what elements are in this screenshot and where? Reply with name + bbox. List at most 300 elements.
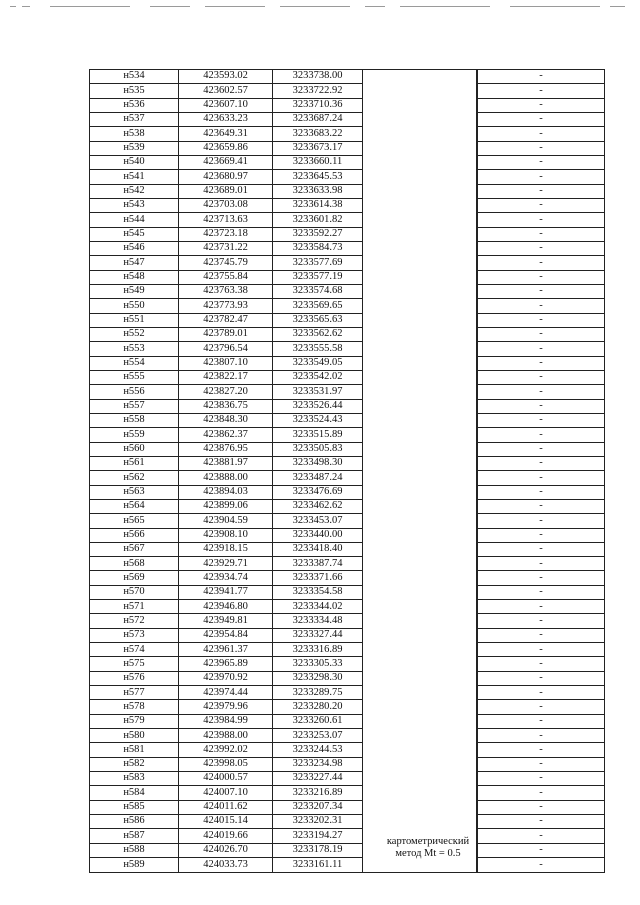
- method-cell: [363, 413, 477, 427]
- table-row: [90, 858, 605, 873]
- table-row: [90, 600, 605, 614]
- method-note-line2: метод Mt = 0.5: [395, 848, 461, 860]
- accuracy-cell: -: [478, 184, 605, 198]
- point-id-cell: н538: [90, 127, 179, 141]
- y-coordinate-cell: 3233601.82: [273, 213, 363, 227]
- y-coordinate-cell: 3233316.89: [273, 643, 363, 657]
- x-coordinate-cell: 423888.00: [179, 471, 273, 485]
- table-row: [90, 370, 605, 384]
- table-row: [90, 485, 605, 499]
- y-coordinate-cell: 3233633.98: [273, 184, 363, 198]
- accuracy-cell: -: [478, 729, 605, 743]
- y-coordinate-cell: 3233577.69: [273, 256, 363, 270]
- table-row: [90, 284, 605, 298]
- x-coordinate-cell: 423949.81: [179, 614, 273, 628]
- x-coordinate-cell: 423755.84: [179, 270, 273, 284]
- y-coordinate-cell: 3233562.62: [273, 327, 363, 341]
- accuracy-cell: -: [478, 127, 605, 141]
- y-coordinate-cell: 3233161.11: [273, 858, 363, 873]
- method-cell: [363, 270, 477, 284]
- method-cell: [363, 815, 477, 829]
- point-id-cell: н558: [90, 413, 179, 427]
- table-row: [90, 657, 605, 671]
- method-cell: [363, 600, 477, 614]
- y-coordinate-cell: 3233574.68: [273, 284, 363, 298]
- x-coordinate-cell: 423659.86: [179, 141, 273, 155]
- accuracy-cell: -: [478, 757, 605, 771]
- method-note: [371, 836, 485, 860]
- method-cell: [363, 184, 477, 198]
- point-id-cell: н560: [90, 442, 179, 456]
- method-cell: [363, 786, 477, 800]
- point-id-cell: н552: [90, 327, 179, 341]
- method-cell: [363, 528, 477, 542]
- point-id-cell: н540: [90, 155, 179, 169]
- y-coordinate-cell: 3233344.02: [273, 600, 363, 614]
- x-coordinate-cell: 423988.00: [179, 729, 273, 743]
- table-row: [90, 471, 605, 485]
- y-coordinate-cell: 3233531.97: [273, 385, 363, 399]
- method-cell: [363, 256, 477, 270]
- x-coordinate-cell: 423807.10: [179, 356, 273, 370]
- table-row: [90, 299, 605, 313]
- method-cell: [363, 227, 477, 241]
- table-row: [90, 686, 605, 700]
- table-row: [90, 671, 605, 685]
- accuracy-cell: -: [478, 829, 605, 843]
- point-id-cell: н584: [90, 786, 179, 800]
- table-row: [90, 571, 605, 585]
- table-row: [90, 356, 605, 370]
- table-row: [90, 327, 605, 341]
- y-coordinate-cell: 3233687.24: [273, 112, 363, 126]
- point-id-cell: н572: [90, 614, 179, 628]
- table-row: [90, 385, 605, 399]
- table-row: [90, 514, 605, 528]
- x-coordinate-cell: 423984.99: [179, 714, 273, 728]
- table-row: [90, 614, 605, 628]
- y-coordinate-cell: 3233327.44: [273, 628, 363, 642]
- table-row: [90, 127, 605, 141]
- accuracy-cell: -: [478, 485, 605, 499]
- table-row: [90, 198, 605, 212]
- accuracy-cell: -: [478, 557, 605, 571]
- accuracy-cell: -: [478, 170, 605, 184]
- method-cell: [363, 743, 477, 757]
- accuracy-cell: -: [478, 270, 605, 284]
- y-coordinate-cell: 3233298.30: [273, 671, 363, 685]
- x-coordinate-cell: 423998.05: [179, 757, 273, 771]
- x-coordinate-cell: 423773.93: [179, 299, 273, 313]
- method-cell: [363, 700, 477, 714]
- y-coordinate-cell: 3233440.00: [273, 528, 363, 542]
- table-row: [90, 170, 605, 184]
- x-coordinate-cell: 424033.73: [179, 858, 273, 873]
- x-coordinate-cell: 423934.74: [179, 571, 273, 585]
- method-cell: [363, 155, 477, 169]
- method-cell: [363, 729, 477, 743]
- point-id-cell: н539: [90, 141, 179, 155]
- accuracy-cell: -: [478, 141, 605, 155]
- accuracy-cell: -: [478, 256, 605, 270]
- point-id-cell: н581: [90, 743, 179, 757]
- accuracy-cell: -: [478, 313, 605, 327]
- point-id-cell: н575: [90, 657, 179, 671]
- table-row: [90, 313, 605, 327]
- point-id-cell: н566: [90, 528, 179, 542]
- table-row: [90, 112, 605, 126]
- table-row: [90, 843, 605, 857]
- point-id-cell: н570: [90, 585, 179, 599]
- y-coordinate-cell: 3233227.44: [273, 772, 363, 786]
- method-cell: [363, 499, 477, 513]
- point-id-cell: н576: [90, 671, 179, 685]
- point-id-cell: н534: [90, 70, 179, 84]
- method-cell: [363, 399, 477, 413]
- x-coordinate-cell: 423992.02: [179, 743, 273, 757]
- y-coordinate-cell: 3233569.65: [273, 299, 363, 313]
- table-row: [90, 786, 605, 800]
- table-row: [90, 98, 605, 112]
- table-row: [90, 84, 605, 98]
- x-coordinate-cell: 424026.70: [179, 843, 273, 857]
- accuracy-cell: -: [478, 700, 605, 714]
- x-coordinate-cell: 423827.20: [179, 385, 273, 399]
- accuracy-cell: -: [478, 456, 605, 470]
- method-cell: [363, 428, 477, 442]
- x-coordinate-cell: 423649.31: [179, 127, 273, 141]
- table-row: [90, 585, 605, 599]
- point-id-cell: н568: [90, 557, 179, 571]
- y-coordinate-cell: 3233334.48: [273, 614, 363, 628]
- point-id-cell: н537: [90, 112, 179, 126]
- table-row: [90, 399, 605, 413]
- method-cell: [363, 714, 477, 728]
- table-row: [90, 70, 605, 84]
- accuracy-cell: -: [478, 600, 605, 614]
- y-coordinate-cell: 3233387.74: [273, 557, 363, 571]
- point-id-cell: н579: [90, 714, 179, 728]
- x-coordinate-cell: 423723.18: [179, 227, 273, 241]
- y-coordinate-cell: 3233555.58: [273, 342, 363, 356]
- y-coordinate-cell: 3233549.05: [273, 356, 363, 370]
- accuracy-cell: -: [478, 686, 605, 700]
- accuracy-cell: -: [478, 800, 605, 814]
- method-cell: [363, 356, 477, 370]
- method-cell: [363, 800, 477, 814]
- accuracy-cell: -: [478, 155, 605, 169]
- accuracy-cell: -: [478, 356, 605, 370]
- y-coordinate-cell: 3233280.20: [273, 700, 363, 714]
- accuracy-cell: -: [478, 585, 605, 599]
- point-id-cell: н556: [90, 385, 179, 399]
- accuracy-cell: -: [478, 299, 605, 313]
- x-coordinate-cell: 423876.95: [179, 442, 273, 456]
- point-id-cell: н571: [90, 600, 179, 614]
- table-row: [90, 643, 605, 657]
- table-row: [90, 155, 605, 169]
- point-id-cell: н559: [90, 428, 179, 442]
- accuracy-cell: -: [478, 399, 605, 413]
- table-row: [90, 213, 605, 227]
- x-coordinate-cell: 423862.37: [179, 428, 273, 442]
- table-row: [90, 456, 605, 470]
- method-cell: [363, 141, 477, 155]
- accuracy-cell: -: [478, 772, 605, 786]
- x-coordinate-cell: 423689.01: [179, 184, 273, 198]
- accuracy-cell: -: [478, 628, 605, 642]
- table-row: [90, 241, 605, 255]
- method-cell: [363, 772, 477, 786]
- y-coordinate-cell: 3233260.61: [273, 714, 363, 728]
- point-id-cell: н583: [90, 772, 179, 786]
- point-id-cell: н562: [90, 471, 179, 485]
- point-id-cell: н573: [90, 628, 179, 642]
- table-row: [90, 729, 605, 743]
- x-coordinate-cell: 424011.62: [179, 800, 273, 814]
- point-id-cell: н580: [90, 729, 179, 743]
- x-coordinate-cell: 423848.30: [179, 413, 273, 427]
- table-row: [90, 342, 605, 356]
- method-cell: [363, 198, 477, 212]
- x-coordinate-cell: 424015.14: [179, 815, 273, 829]
- y-coordinate-cell: 3233515.89: [273, 428, 363, 442]
- table-row: [90, 743, 605, 757]
- accuracy-cell: -: [478, 370, 605, 384]
- point-id-cell: н577: [90, 686, 179, 700]
- table-row: [90, 528, 605, 542]
- table-row: [90, 829, 605, 843]
- accuracy-cell: -: [478, 342, 605, 356]
- x-coordinate-cell: 423881.97: [179, 456, 273, 470]
- x-coordinate-cell: 423918.15: [179, 542, 273, 556]
- accuracy-cell: -: [478, 327, 605, 341]
- method-cell: [363, 657, 477, 671]
- accuracy-cell: -: [478, 70, 605, 84]
- accuracy-cell: -: [478, 671, 605, 685]
- x-coordinate-cell: 423904.59: [179, 514, 273, 528]
- y-coordinate-cell: 3233710.36: [273, 98, 363, 112]
- accuracy-cell: -: [478, 112, 605, 126]
- x-coordinate-cell: 423669.41: [179, 155, 273, 169]
- accuracy-cell: -: [478, 98, 605, 112]
- method-cell: [363, 456, 477, 470]
- point-id-cell: н555: [90, 370, 179, 384]
- y-coordinate-cell: 3233584.73: [273, 241, 363, 255]
- y-coordinate-cell: 3233565.63: [273, 313, 363, 327]
- y-coordinate-cell: 3233453.07: [273, 514, 363, 528]
- x-coordinate-cell: 423965.89: [179, 657, 273, 671]
- y-coordinate-cell: 3233645.53: [273, 170, 363, 184]
- method-note-line1: картометрический: [386, 836, 470, 847]
- x-coordinate-cell: 423961.37: [179, 643, 273, 657]
- table-row: [90, 772, 605, 786]
- point-id-cell: н541: [90, 170, 179, 184]
- y-coordinate-cell: 3233524.43: [273, 413, 363, 427]
- y-coordinate-cell: 3233202.31: [273, 815, 363, 829]
- method-cell: [363, 70, 477, 84]
- point-id-cell: н550: [90, 299, 179, 313]
- point-id-cell: н551: [90, 313, 179, 327]
- point-id-cell: н536: [90, 98, 179, 112]
- x-coordinate-cell: 423979.96: [179, 700, 273, 714]
- accuracy-cell: -: [478, 743, 605, 757]
- table-row: [90, 442, 605, 456]
- x-coordinate-cell: 423974.44: [179, 686, 273, 700]
- accuracy-cell: -: [478, 571, 605, 585]
- accuracy-cell: -: [478, 428, 605, 442]
- method-cell: [363, 571, 477, 585]
- method-cell: [363, 370, 477, 384]
- method-cell: [363, 628, 477, 642]
- y-coordinate-cell: 3233244.53: [273, 743, 363, 757]
- x-coordinate-cell: 423789.01: [179, 327, 273, 341]
- method-cell: [363, 643, 477, 657]
- point-id-cell: н561: [90, 456, 179, 470]
- y-coordinate-cell: 3233371.66: [273, 571, 363, 585]
- method-cell: [363, 213, 477, 227]
- point-id-cell: н585: [90, 800, 179, 814]
- y-coordinate-cell: 3233418.40: [273, 542, 363, 556]
- accuracy-cell: -: [478, 786, 605, 800]
- method-cell: [363, 112, 477, 126]
- y-coordinate-cell: 3233683.22: [273, 127, 363, 141]
- x-coordinate-cell: 423822.17: [179, 370, 273, 384]
- top-scan-marks: [0, 6, 640, 10]
- y-coordinate-cell: 3233476.69: [273, 485, 363, 499]
- point-id-cell: н557: [90, 399, 179, 413]
- x-coordinate-cell: 423946.80: [179, 600, 273, 614]
- accuracy-cell: -: [478, 542, 605, 556]
- y-coordinate-cell: 3233194.27: [273, 829, 363, 843]
- x-coordinate-cell: 424007.10: [179, 786, 273, 800]
- table-row: [90, 800, 605, 814]
- table-row: [90, 428, 605, 442]
- table-row: [90, 184, 605, 198]
- method-cell: [363, 84, 477, 98]
- method-cell: [363, 686, 477, 700]
- y-coordinate-cell: 3233207.34: [273, 800, 363, 814]
- point-id-cell: н563: [90, 485, 179, 499]
- accuracy-cell: -: [478, 643, 605, 657]
- coordinates-table: [89, 69, 605, 873]
- point-id-cell: н588: [90, 843, 179, 857]
- y-coordinate-cell: 3233487.24: [273, 471, 363, 485]
- x-coordinate-cell: 424019.66: [179, 829, 273, 843]
- y-coordinate-cell: 3233673.17: [273, 141, 363, 155]
- point-id-cell: н548: [90, 270, 179, 284]
- x-coordinate-cell: 423633.23: [179, 112, 273, 126]
- table-row: [90, 542, 605, 556]
- accuracy-cell: -: [478, 528, 605, 542]
- method-cell: [363, 299, 477, 313]
- table-row: [90, 815, 605, 829]
- x-coordinate-cell: 423607.10: [179, 98, 273, 112]
- point-id-cell: н544: [90, 213, 179, 227]
- accuracy-cell: -: [478, 514, 605, 528]
- table-row: [90, 270, 605, 284]
- x-coordinate-cell: 423894.03: [179, 485, 273, 499]
- x-coordinate-cell: 424000.57: [179, 772, 273, 786]
- table-row: [90, 628, 605, 642]
- x-coordinate-cell: 423731.22: [179, 241, 273, 255]
- point-id-cell: н549: [90, 284, 179, 298]
- table-row: [90, 757, 605, 771]
- point-id-cell: н589: [90, 858, 179, 873]
- accuracy-cell: -: [478, 614, 605, 628]
- method-cell: [363, 241, 477, 255]
- point-id-cell: н535: [90, 84, 179, 98]
- point-id-cell: н554: [90, 356, 179, 370]
- table-row: [90, 227, 605, 241]
- x-coordinate-cell: 423970.92: [179, 671, 273, 685]
- method-cell: [363, 557, 477, 571]
- point-id-cell: н542: [90, 184, 179, 198]
- y-coordinate-cell: 3233234.98: [273, 757, 363, 771]
- method-cell: [363, 442, 477, 456]
- point-id-cell: н547: [90, 256, 179, 270]
- y-coordinate-cell: 3233505.83: [273, 442, 363, 456]
- accuracy-cell: -: [478, 227, 605, 241]
- y-coordinate-cell: 3233660.11: [273, 155, 363, 169]
- y-coordinate-cell: 3233526.44: [273, 399, 363, 413]
- y-coordinate-cell: 3233722.92: [273, 84, 363, 98]
- table-row: [90, 141, 605, 155]
- method-cell: [363, 671, 477, 685]
- point-id-cell: н545: [90, 227, 179, 241]
- x-coordinate-cell: 423680.97: [179, 170, 273, 184]
- point-id-cell: н587: [90, 829, 179, 843]
- method-cell: [363, 514, 477, 528]
- method-cell: [363, 542, 477, 556]
- point-id-cell: н565: [90, 514, 179, 528]
- accuracy-cell: -: [478, 284, 605, 298]
- table-row: [90, 499, 605, 513]
- table-row: [90, 413, 605, 427]
- x-coordinate-cell: 423763.38: [179, 284, 273, 298]
- method-cell: [363, 471, 477, 485]
- method-cell: [363, 757, 477, 771]
- table-row: [90, 557, 605, 571]
- method-cell: [363, 342, 477, 356]
- x-coordinate-cell: 423713.63: [179, 213, 273, 227]
- y-coordinate-cell: 3233305.33: [273, 657, 363, 671]
- method-cell: [363, 127, 477, 141]
- accuracy-cell: -: [478, 442, 605, 456]
- x-coordinate-cell: 423796.54: [179, 342, 273, 356]
- y-coordinate-cell: 3233253.07: [273, 729, 363, 743]
- y-coordinate-cell: 3233498.30: [273, 456, 363, 470]
- x-coordinate-cell: 423908.10: [179, 528, 273, 542]
- x-coordinate-cell: 423836.75: [179, 399, 273, 413]
- point-id-cell: н578: [90, 700, 179, 714]
- method-cell: [363, 98, 477, 112]
- x-coordinate-cell: 423703.08: [179, 198, 273, 212]
- method-cell: [363, 485, 477, 499]
- y-coordinate-cell: 3233738.00: [273, 70, 363, 84]
- table-row: [90, 700, 605, 714]
- x-coordinate-cell: 423782.47: [179, 313, 273, 327]
- x-coordinate-cell: 423954.84: [179, 628, 273, 642]
- accuracy-cell: -: [478, 84, 605, 98]
- accuracy-cell: -: [478, 657, 605, 671]
- x-coordinate-cell: 423745.79: [179, 256, 273, 270]
- x-coordinate-cell: 423899.06: [179, 499, 273, 513]
- point-id-cell: н574: [90, 643, 179, 657]
- accuracy-cell: -: [478, 499, 605, 513]
- y-coordinate-cell: 3233216.89: [273, 786, 363, 800]
- x-coordinate-cell: 423593.02: [179, 70, 273, 84]
